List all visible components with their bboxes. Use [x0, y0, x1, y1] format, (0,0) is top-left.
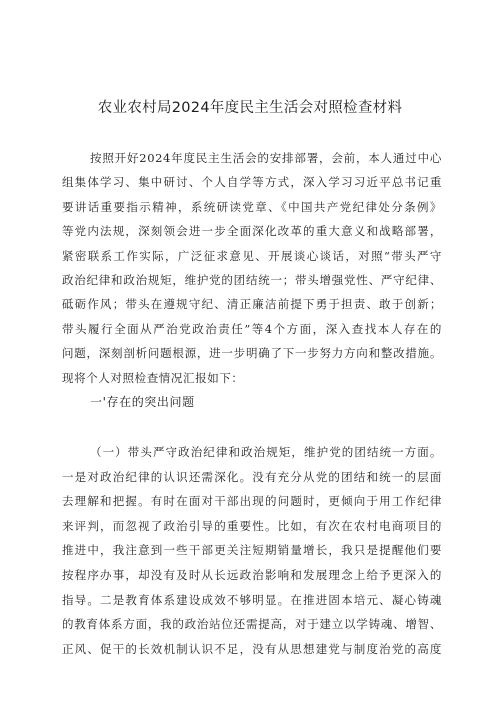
paragraph-line: 按程序办事，却没有及时从长远政治影响和发展理念上给予更深入的	[62, 567, 442, 582]
paragraph-line: 一是对政治纪律的认识还需深化。没有充分从党的团结和统一的层面	[62, 469, 442, 484]
document-title: 农业农村局2024年度民主生活会对照检查材料	[97, 100, 403, 116]
paragraph-line: 指导。二是教育体系建设成效不够明显。在推进固本培元、凝心铸魂	[62, 592, 442, 607]
paragraph-line: 带头履行全面从严治党政治责任”等4个方面，深入查找本人存在的	[62, 321, 442, 336]
paragraph-line: 的教育体系方面，我的政治站位还需提高，对于建立以学铸魂、增智、	[62, 617, 442, 632]
section-heading: 一'存在的突出问题	[90, 395, 195, 410]
paragraph-line: 等党内法规，深刻领会进一步全面深化改革的重大意义和战略部署，	[62, 224, 442, 239]
paragraph-line: 正风、促干的长效机制认识不足，没有从思想建党与制度治党的高度	[62, 641, 442, 656]
paragraph-line: 来评判，而忽视了政治引导的重要性。比如，有次在农村电商项目的	[62, 518, 442, 533]
paragraph-line: 推进中，我注意到一些干部更关注短期销量增长，我只是提醒他们要	[62, 543, 442, 558]
section-paragraph	[62, 440, 442, 661]
paragraph-line: 要讲话重要指示精神，系统研读党章、《中国共产党纪律处分条例》	[62, 199, 442, 214]
paragraph-line: 按照开好2024年度民主生活会的安排部署，会前，本人通过中心	[90, 151, 442, 165]
paragraph-line: 去理解和把握。有时在面对干部出现的问题时，更倾向于用工作纪律	[62, 494, 442, 509]
paragraph-line: 问题，深刻剖析问题根源，进一步明确了下一步努力方向和整改措施。	[62, 346, 442, 361]
paragraph-line: 紧密联系工作实际，广泛征求意见、开展谈心谈话，对照“带头严守	[62, 248, 442, 263]
intro-paragraph	[62, 146, 442, 414]
paragraph-line: （一）带头严守政治纪律和政治规矩，维护党的团结统一方面。	[90, 445, 442, 459]
paragraph-line: 现将个人对照检查情况汇报如下：	[62, 370, 244, 385]
paragraph-line: 砥砺作风；带头在遵规守纪、清正廉洁前提下勇于担责、敢于创新；	[62, 297, 442, 312]
paragraph-line: 组集体学习、集中研讨、个人自学等方式，深入学习习近平总书记重	[62, 175, 442, 190]
paragraph-line: 政治纪律和政治规矩，维护党的团结统一；带头增强党性、严守纪律、	[62, 273, 442, 288]
